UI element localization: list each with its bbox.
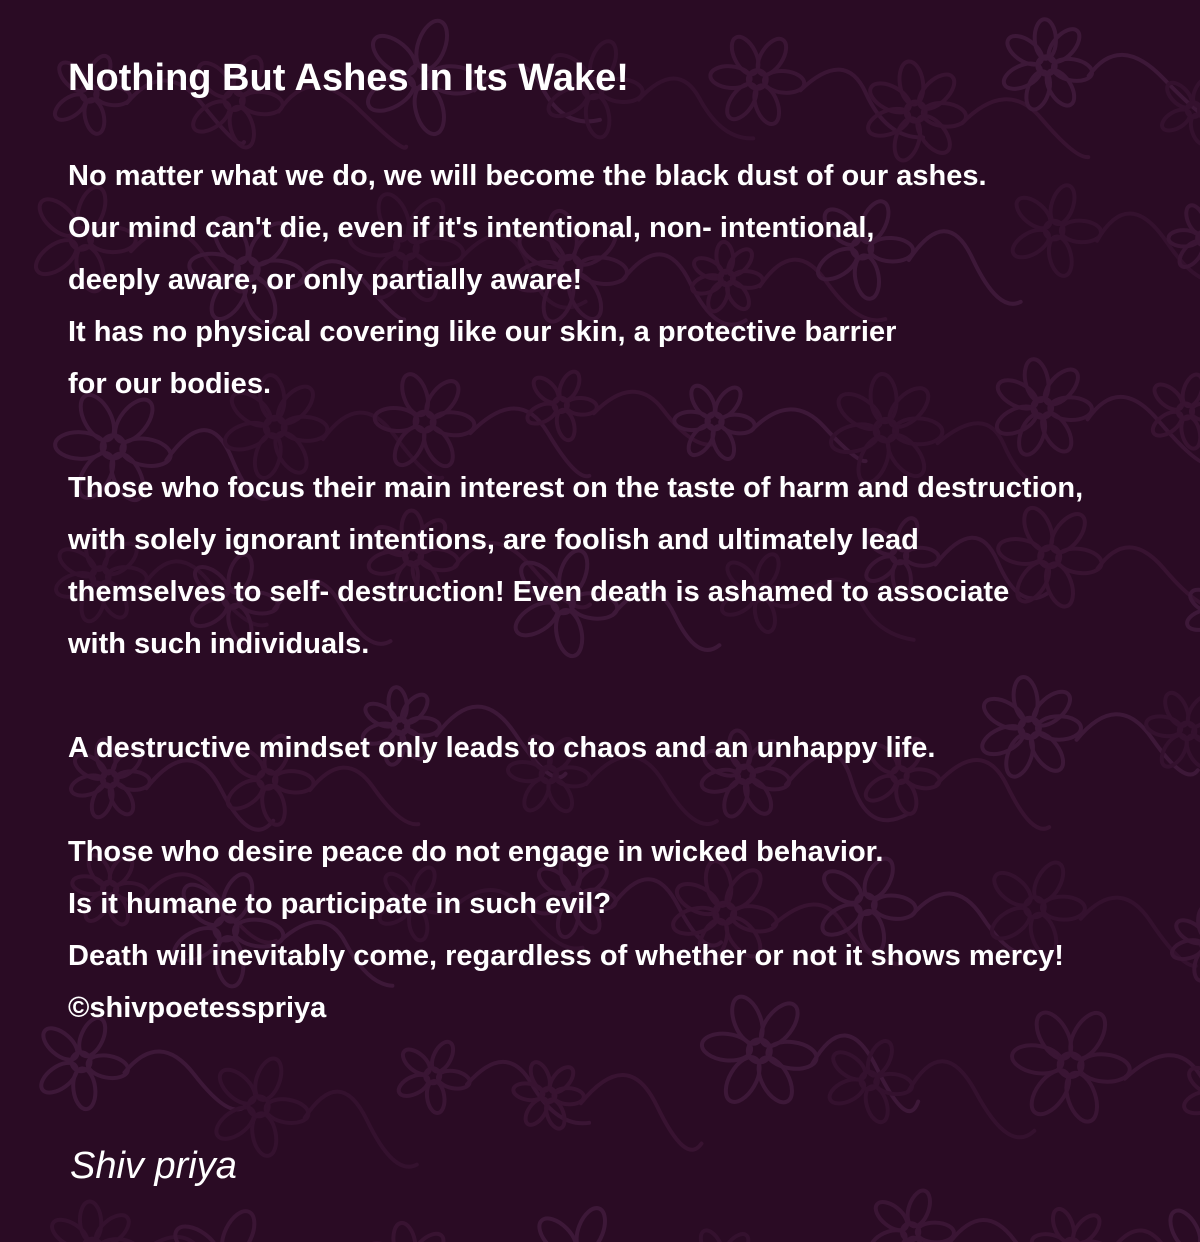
stanza-break bbox=[68, 774, 1200, 826]
poem-line: Those who desire peace do not engage in wicked behavior. bbox=[68, 836, 884, 868]
poem-line: Death will inevitably come, regardless of whether or not it shows mercy! bbox=[68, 940, 1064, 972]
poem-line: Is it humane to participate in such evil? bbox=[68, 888, 612, 920]
poem-line: Those who focus their main interest on the taste of harm and destruction, bbox=[68, 472, 1084, 504]
poem-line: Our mind can't die, even if it's intentional, non- intentional, bbox=[68, 212, 875, 244]
poem-line: for our bodies. bbox=[68, 368, 271, 400]
poem-line: themselves to self- destruction! Even death is ashamed to associate bbox=[68, 576, 1010, 608]
poem-line: It has no physical covering like our skin, a protective barrier bbox=[68, 316, 897, 348]
poem-body bbox=[68, 150, 1200, 1034]
poem-line: A destructive mindset only leads to chaos and an unhappy life. bbox=[68, 732, 936, 764]
poem-line: with solely ignorant intentions, are foolish and ultimately lead bbox=[68, 524, 919, 556]
stanza-break bbox=[68, 410, 1200, 462]
poem-line: deeply aware, or only partially aware! bbox=[68, 264, 583, 296]
stanza-break bbox=[68, 670, 1200, 722]
copyright-line: ©shivpoetesspriya bbox=[68, 992, 327, 1024]
author-name: Shiv priya bbox=[70, 1145, 237, 1187]
poem-title: Nothing But Ashes In Its Wake! bbox=[68, 57, 629, 99]
poem-line: No matter what we do, we will become the black dust of our ashes. bbox=[68, 160, 987, 192]
poem-line: with such individuals. bbox=[68, 628, 370, 660]
